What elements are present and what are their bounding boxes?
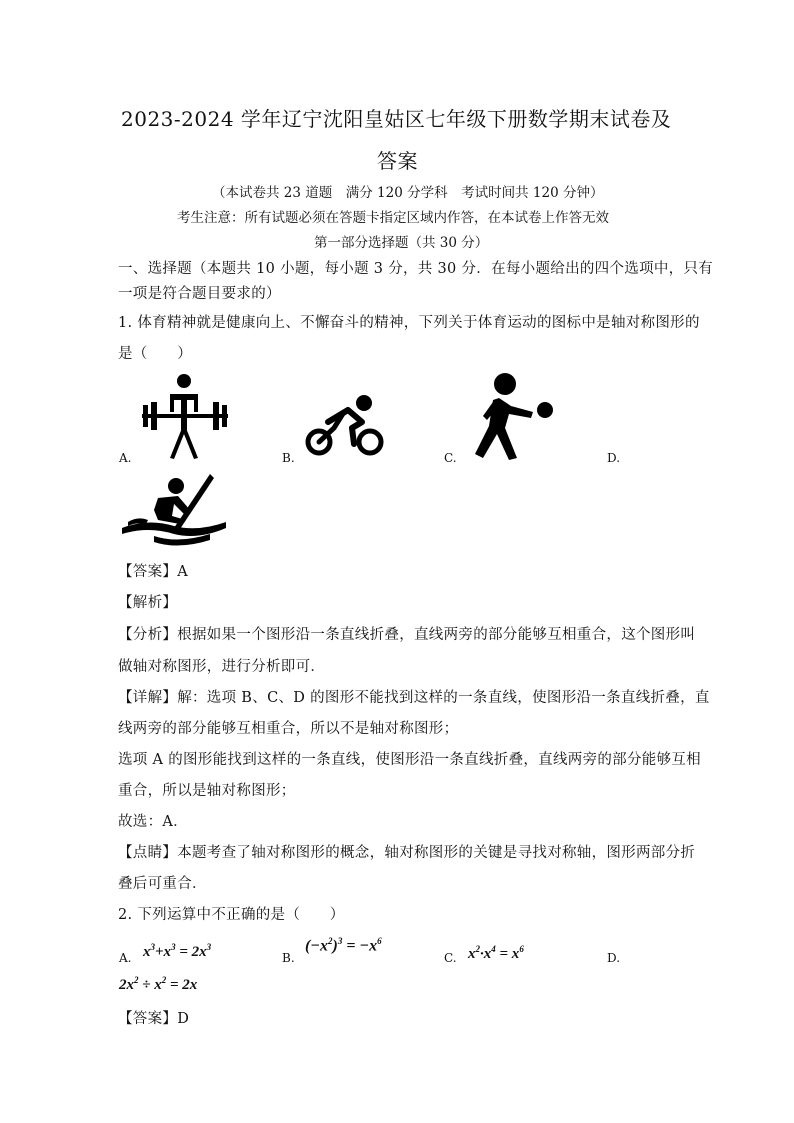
q1-analysis-label: 【解析】 — [118, 595, 178, 611]
title-line-2: 答案 — [377, 149, 418, 173]
q1-xiangjie-3: 选项 A 的图形能找到这样的一条直线，使图形沿一条直线折叠，直线两旁的部分能够互相 — [118, 752, 701, 768]
q1-answer: 【答案】A — [118, 564, 188, 580]
q1-option-d: D. — [607, 451, 621, 465]
q1-dianjing-1: 【点睛】本题考查了轴对称图形的概念，轴对称图形的关键是寻找对称轴，图形两部分折 — [118, 845, 696, 861]
notice: 考生注意：所有试题必须在答题卡指定区域内作答，在本试卷上作答无效 — [177, 210, 609, 226]
section-instruction-1: 一、选择题（本题共 10 小题，每小题 3 分，共 30 分．在每小题给出的四个选项中，只有 — [118, 261, 714, 277]
q2-option-a: A. — [119, 951, 132, 965]
q2-formula-d: $2x^2 \div x^2 = 2x$ — [119, 975, 198, 993]
q1-choose: 故选：A． — [118, 814, 188, 830]
cycling-icon — [304, 392, 386, 458]
title-line-1: 2023-2024 学年辽宁沈阳皇姑区七年级下册数学期末试卷及 — [121, 107, 672, 131]
q1-fenxi-2: 做轴对称图形，进行分析即可． — [118, 659, 326, 675]
exam-info: （本试卷共 23 道题 满分 120 分学科 考试时间共 120 分钟） — [212, 185, 604, 201]
q2-answer: 【答案】D — [118, 1011, 190, 1027]
part-heading: 第一部分选择题（共 30 分） — [314, 235, 489, 251]
q1-xiangjie-4: 重合，所以是轴对称图形； — [118, 783, 296, 799]
q2-option-c: C. — [444, 951, 457, 965]
q2-formula-b: $(-x^2)^3 = -x^6$ — [305, 936, 382, 955]
kayaking-icon — [118, 470, 230, 550]
q1-option-b: B. — [282, 451, 295, 465]
volleyball-icon — [463, 372, 555, 460]
q1-fenxi-1: 【分析】根据如果一个图形沿一条直线折叠，直线两旁的部分能够互相重合，这个图形叫 — [118, 627, 696, 643]
q1-xiangjie-2: 线两旁的部分能够互相重合，所以不是轴对称图形； — [118, 721, 459, 737]
q2-option-d: D. — [607, 951, 621, 965]
q2-formula-a: $x^3+x^3 = 2x^3$ — [143, 942, 212, 960]
q2-option-b: B. — [282, 951, 295, 965]
q1-stem-2: 是（ ） — [118, 346, 192, 362]
section-instruction-2: 一项是符合题目要求的） — [118, 286, 281, 302]
q1-stem-1: 1. 体育精神就是健康向上、不懈奋斗的精神，下列关于体育运动的图标中是轴对称图形的 — [118, 315, 700, 331]
q1-dianjing-2: 叠后可重合． — [118, 876, 207, 892]
q2-stem: 2. 下列运算中不正确的是（ ） — [118, 907, 345, 923]
q1-option-c: C. — [444, 451, 457, 465]
q1-option-a: A. — [119, 451, 132, 465]
weightlifting-icon — [140, 372, 230, 464]
q1-xiangjie-1: 【详解】解：选项 B、C、D 的图形不能找到这样的一条直线，使图形沿一条直线折叠，直 — [118, 690, 710, 706]
q2-formula-c: $x^2\cdot x^4 = x^6$ — [468, 944, 524, 962]
